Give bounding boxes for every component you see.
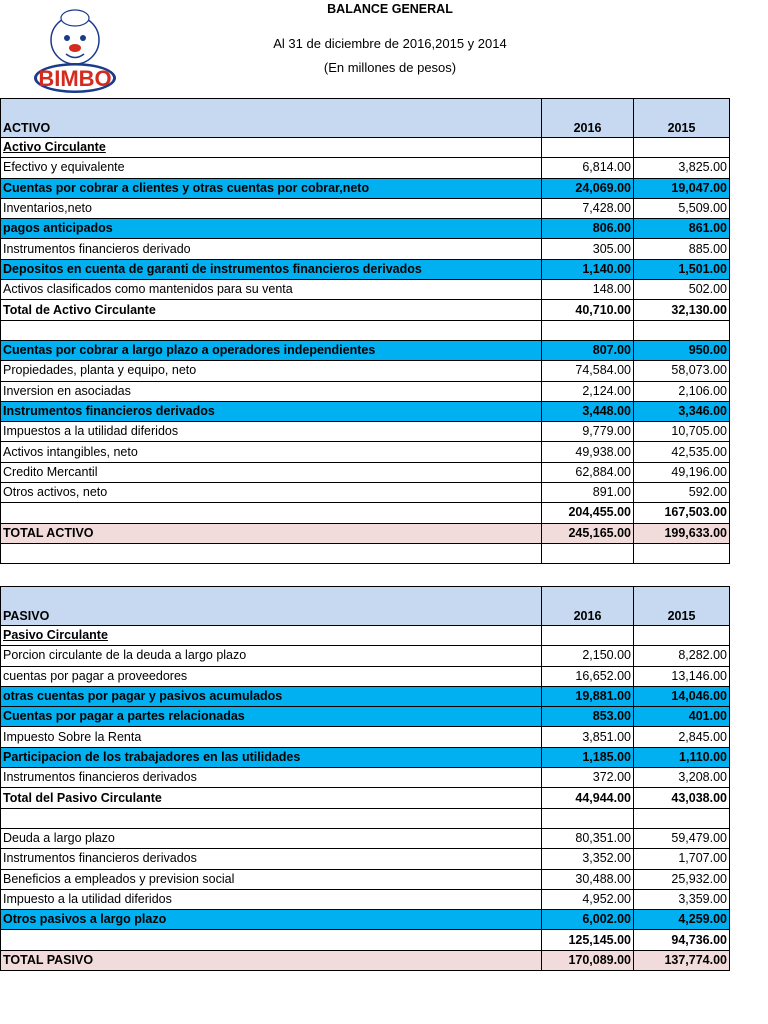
value-2015 bbox=[634, 320, 730, 340]
value-2016: 3,851.00 bbox=[542, 727, 634, 747]
row-label: otras cuentas por pagar y pasivos acumulados bbox=[1, 686, 542, 706]
value-2016: 6,002.00 bbox=[542, 910, 634, 930]
value-2016: 40,710.00 bbox=[542, 300, 634, 320]
value-2015: 502.00 bbox=[634, 280, 730, 300]
row-label: TOTAL PASIVO bbox=[1, 950, 542, 970]
table-row bbox=[1, 849, 730, 869]
table-row bbox=[1, 381, 730, 401]
value-2015: 950.00 bbox=[634, 340, 730, 360]
table-row bbox=[1, 138, 730, 158]
page-title: BALANCE GENERAL bbox=[327, 2, 453, 16]
value-2015: 14,046.00 bbox=[634, 686, 730, 706]
value-2015: 25,932.00 bbox=[634, 869, 730, 889]
table-row bbox=[1, 462, 730, 482]
row-label: Pasivo Circulante bbox=[1, 626, 542, 646]
row-label: Porcion circulante de la deuda a largo plazo bbox=[1, 646, 542, 666]
row-label: Propiedades, planta y equipo, neto bbox=[1, 361, 542, 381]
table-row bbox=[1, 889, 730, 909]
table-row bbox=[1, 950, 730, 970]
value-2016: 372.00 bbox=[542, 768, 634, 788]
table-row bbox=[1, 747, 730, 767]
value-2015 bbox=[634, 808, 730, 828]
row-label: Credito Mercantil bbox=[1, 462, 542, 482]
value-2016: 3,448.00 bbox=[542, 401, 634, 421]
value-2016: 49,938.00 bbox=[542, 442, 634, 462]
row-label: Impuestos a la utilidad diferidos bbox=[1, 422, 542, 442]
value-2016: 74,584.00 bbox=[542, 361, 634, 381]
value-2016: 148.00 bbox=[542, 280, 634, 300]
row-label: Activos intangibles, neto bbox=[1, 442, 542, 462]
value-2015: 3,825.00 bbox=[634, 158, 730, 178]
row-label bbox=[1, 808, 542, 828]
table-row bbox=[1, 442, 730, 462]
pasivo-heading: PASIVO bbox=[1, 587, 542, 626]
row-label: Depositos en cuenta de garanti de instrumentos financieros derivados bbox=[1, 259, 542, 279]
value-2015: 3,346.00 bbox=[634, 401, 730, 421]
value-2015: 43,038.00 bbox=[634, 788, 730, 808]
value-2016: 9,779.00 bbox=[542, 422, 634, 442]
row-label: Deuda a largo plazo bbox=[1, 828, 542, 848]
value-2015: 13,146.00 bbox=[634, 666, 730, 686]
activo-table bbox=[0, 98, 730, 564]
row-label: Instrumentos financieros derivados bbox=[1, 401, 542, 421]
value-2016: 30,488.00 bbox=[542, 869, 634, 889]
value-2016: 16,652.00 bbox=[542, 666, 634, 686]
row-label: cuentas por pagar a proveedores bbox=[1, 666, 542, 686]
value-2015 bbox=[634, 543, 730, 563]
table-row bbox=[1, 869, 730, 889]
value-2016 bbox=[542, 320, 634, 340]
value-2015: 3,359.00 bbox=[634, 889, 730, 909]
value-2016: 806.00 bbox=[542, 219, 634, 239]
date-line: Al 31 de diciembre de 2016,2015 y 2014 bbox=[273, 36, 507, 51]
value-2015: 42,535.00 bbox=[634, 442, 730, 462]
value-2016: 4,952.00 bbox=[542, 889, 634, 909]
table-row bbox=[1, 707, 730, 727]
logo-wordmark: BIMBO bbox=[38, 66, 112, 91]
value-2015: 5,509.00 bbox=[634, 198, 730, 218]
value-2015: 1,501.00 bbox=[634, 259, 730, 279]
value-2015: 885.00 bbox=[634, 239, 730, 259]
table-row bbox=[1, 340, 730, 360]
value-2015: 861.00 bbox=[634, 219, 730, 239]
table-row bbox=[1, 727, 730, 747]
value-2016: 7,428.00 bbox=[542, 198, 634, 218]
row-label: Otros pasivos a largo plazo bbox=[1, 910, 542, 930]
table-row bbox=[1, 483, 730, 503]
value-2015: 1,707.00 bbox=[634, 849, 730, 869]
pasivo-col-2015: 2015 bbox=[634, 587, 730, 626]
value-2015: 4,259.00 bbox=[634, 910, 730, 930]
table-row bbox=[1, 503, 730, 523]
value-2015: 94,736.00 bbox=[634, 930, 730, 950]
table-row bbox=[1, 626, 730, 646]
value-2016 bbox=[542, 543, 634, 563]
value-2015: 199,633.00 bbox=[634, 523, 730, 543]
row-label: Cuentas por cobrar a largo plazo a operadores independientes bbox=[1, 340, 542, 360]
value-2015: 10,705.00 bbox=[634, 422, 730, 442]
value-2016: 204,455.00 bbox=[542, 503, 634, 523]
table-row bbox=[1, 788, 730, 808]
units-line: (En millones de pesos) bbox=[323, 60, 457, 75]
row-label: Total de Activo Circulante bbox=[1, 300, 542, 320]
table-row bbox=[1, 178, 730, 198]
value-2015: 137,774.00 bbox=[634, 950, 730, 970]
row-label: Activos clasificados como mantenidos para su venta bbox=[1, 280, 542, 300]
value-2016: 245,165.00 bbox=[542, 523, 634, 543]
value-2016: 2,150.00 bbox=[542, 646, 634, 666]
value-2015: 19,047.00 bbox=[634, 178, 730, 198]
table-row bbox=[1, 198, 730, 218]
table-row bbox=[1, 686, 730, 706]
table-row bbox=[1, 930, 730, 950]
table-row bbox=[1, 259, 730, 279]
row-label: Beneficios a empleados y prevision social bbox=[1, 869, 542, 889]
value-2015: 401.00 bbox=[634, 707, 730, 727]
activo-heading: ACTIVO bbox=[1, 99, 542, 138]
value-2015: 1,110.00 bbox=[634, 747, 730, 767]
row-label: Cuentas por cobrar a clientes y otras cuentas por cobrar,neto bbox=[1, 178, 542, 198]
table-row bbox=[1, 543, 730, 563]
table-row bbox=[1, 808, 730, 828]
value-2016 bbox=[542, 626, 634, 646]
row-label: pagos anticipados bbox=[1, 219, 542, 239]
value-2016: 1,185.00 bbox=[542, 747, 634, 767]
table-row bbox=[1, 523, 730, 543]
value-2016: 125,145.00 bbox=[542, 930, 634, 950]
table-row bbox=[1, 646, 730, 666]
table-row bbox=[1, 768, 730, 788]
value-2016: 853.00 bbox=[542, 707, 634, 727]
row-label bbox=[1, 503, 542, 523]
table-row bbox=[1, 239, 730, 259]
value-2016: 44,944.00 bbox=[542, 788, 634, 808]
row-label bbox=[1, 543, 542, 563]
value-2016: 807.00 bbox=[542, 340, 634, 360]
value-2016: 3,352.00 bbox=[542, 849, 634, 869]
row-label: Instrumentos financieros derivados bbox=[1, 768, 542, 788]
table-row bbox=[1, 158, 730, 178]
pasivo-table bbox=[0, 586, 730, 971]
value-2016: 24,069.00 bbox=[542, 178, 634, 198]
table-row bbox=[1, 320, 730, 340]
pasivo-col-2016: 2016 bbox=[542, 587, 634, 626]
row-label: Participacion de los trabajadores en las utilidades bbox=[1, 747, 542, 767]
row-label: Instrumentos financieros derivados bbox=[1, 849, 542, 869]
value-2016: 1,140.00 bbox=[542, 259, 634, 279]
table-row bbox=[1, 219, 730, 239]
row-label bbox=[1, 320, 542, 340]
value-2016: 170,089.00 bbox=[542, 950, 634, 970]
value-2015: 59,479.00 bbox=[634, 828, 730, 848]
value-2015: 3,208.00 bbox=[634, 768, 730, 788]
row-label: Inversion en asociadas bbox=[1, 381, 542, 401]
table-row bbox=[1, 422, 730, 442]
value-2015: 2,845.00 bbox=[634, 727, 730, 747]
value-2015: 58,073.00 bbox=[634, 361, 730, 381]
pasivo-header-row bbox=[1, 587, 730, 626]
bimbo-logo bbox=[30, 4, 120, 96]
value-2016 bbox=[542, 808, 634, 828]
value-2015: 2,106.00 bbox=[634, 381, 730, 401]
row-label: Otros activos, neto bbox=[1, 483, 542, 503]
table-row bbox=[1, 828, 730, 848]
activo-col-2016: 2016 bbox=[542, 99, 634, 138]
table-row bbox=[1, 666, 730, 686]
table-row bbox=[1, 910, 730, 930]
row-label: Cuentas por pagar a partes relacionadas bbox=[1, 707, 542, 727]
table-row bbox=[1, 280, 730, 300]
value-2015: 167,503.00 bbox=[634, 503, 730, 523]
table-row bbox=[1, 361, 730, 381]
value-2015 bbox=[634, 138, 730, 158]
value-2015: 592.00 bbox=[634, 483, 730, 503]
row-label: Inventarios,neto bbox=[1, 198, 542, 218]
value-2015: 49,196.00 bbox=[634, 462, 730, 482]
row-label: TOTAL ACTIVO bbox=[1, 523, 542, 543]
row-label: Impuesto a la utilidad diferidos bbox=[1, 889, 542, 909]
value-2016: 891.00 bbox=[542, 483, 634, 503]
value-2015 bbox=[634, 626, 730, 646]
row-label: Instrumentos financieros derivado bbox=[1, 239, 542, 259]
value-2016: 62,884.00 bbox=[542, 462, 634, 482]
row-label: Efectivo y equivalente bbox=[1, 158, 542, 178]
row-label: Total del Pasivo Circulante bbox=[1, 788, 542, 808]
value-2016: 2,124.00 bbox=[542, 381, 634, 401]
value-2015: 32,130.00 bbox=[634, 300, 730, 320]
activo-header-row bbox=[1, 99, 730, 138]
value-2016: 6,814.00 bbox=[542, 158, 634, 178]
activo-col-2015: 2015 bbox=[634, 99, 730, 138]
value-2016: 19,881.00 bbox=[542, 686, 634, 706]
row-label: Activo Circulante bbox=[1, 138, 542, 158]
table-row bbox=[1, 401, 730, 421]
row-label: Impuesto Sobre la Renta bbox=[1, 727, 542, 747]
value-2016: 80,351.00 bbox=[542, 828, 634, 848]
value-2016 bbox=[542, 138, 634, 158]
table-row bbox=[1, 300, 730, 320]
value-2015: 8,282.00 bbox=[634, 646, 730, 666]
row-label bbox=[1, 930, 542, 950]
value-2016: 305.00 bbox=[542, 239, 634, 259]
